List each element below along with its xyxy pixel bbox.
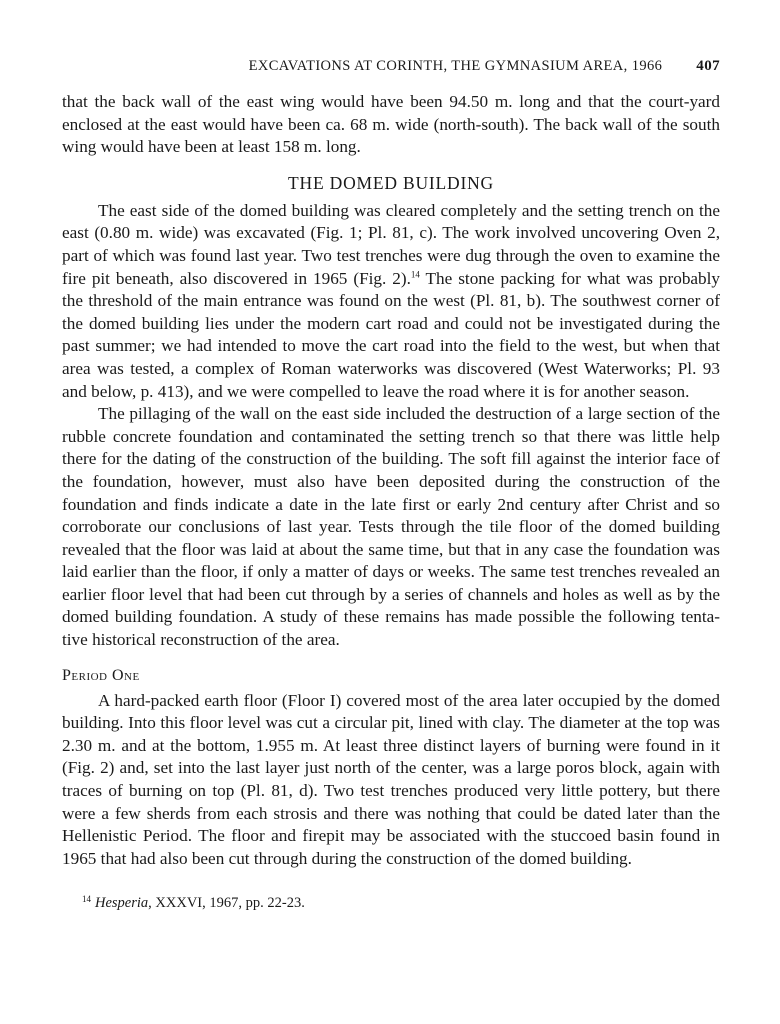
- footnote: [62, 894, 720, 912]
- footnote-source: Hesperia: [95, 895, 149, 912]
- footnote-reference[interactable]: 14: [410, 268, 420, 279]
- subsection-title: Period One: [62, 666, 140, 684]
- running-header: [62, 58, 720, 75]
- page-number: 407: [696, 58, 720, 74]
- section-title: THE DOMED BUILDING: [288, 172, 494, 193]
- footnote-text: , XXXVI, 1967, pp. 22-23.: [148, 895, 305, 912]
- section-paragraph-2: The pillaging of the wall on the east side included the destruction of a large section of the rubble concrete foundation and contaminated the setting trench so that there was little help there for the dating of the construction of the building. The soft fill against the interior face of the foundation, however, must also have been deposited during the construction of the foundation and finds indicate a date in the late first or early 2nd century after Christ and so corroborate our conclusions of last year. Tests through the tile floor of the domed building revealed that the floor was laid at about the same time, but that in any case the foundation was laid earlier than the floor, if only a matter of days or weeks. The same test trenches revealed an earlier floor level that had been cut through by a series of channels and holes as well as by the domed building foundation. A study of these remains has made possible the following tenta-tive historical reconstruction of the area.: [62, 404, 720, 650]
- running-title: EXCAVATIONS AT CORINTH, THE GYMNASIUM AREA, 1966: [248, 58, 663, 74]
- section-paragraph-1-part1: The east side of the domed building was cleared completely and the setting trench on the east (0.80 m. wide) was excavated (Fig. 1; Pl. 81, c). The work involved uncovering Oven 2, part of which was found last year. Two test trenches were dug through the oven to examine the fire pit beneath, also discovered in 1965 (Fig. 2).: [62, 200, 720, 288]
- page: [62, 58, 720, 912]
- subsection-paragraph-1: A hard-packed earth floor (Floor I) covered most of the area later occupied by the domed building. Into this floor level was cut a circular pit, lined with clay. The diameter at the top was 2.30 m. and at the bottom, 1.955 m. At least three distinct layers of burning were found in it (Fig. 2) and, set into the last layer just north of the center, was a large poros block, again with traces of burning on top (Pl. 81, d). Two test trenches produced very little pottery, but there were a few sherds from each strosis and there was nothing that could be dated later than the Hellenistic Period. The floor and firepit may be associated with the stuccoed basin found in 1965 that had also been cut through during the construction of the domed building.: [62, 690, 720, 868]
- section-paragraph-1-part2: The stone packing for what was probably the threshold of the main entrance was found on the west (Pl. 81, b). The southwest corner of the domed building lies under the modern cart road and could not be investigated during the past summer; we had intended to move the cart road into the field to the west, but when that area was tested, a complex of Roman waterworks was discovered (West Waterworks; Pl. 93 and below, p. 413), and we were compelled to leave the road where it is for another season.: [62, 268, 721, 401]
- intro-paragraph: that the back wall of the east wing would have been 94.50 m. long and that the court-yard enclosed at the east would have been ca. 68 m. wide (north-south). The back wall of the south wing would have been at least 158 m. long.: [62, 92, 720, 157]
- section-paragraph-1: [62, 200, 720, 403]
- footnote-mark: 14: [82, 893, 91, 904]
